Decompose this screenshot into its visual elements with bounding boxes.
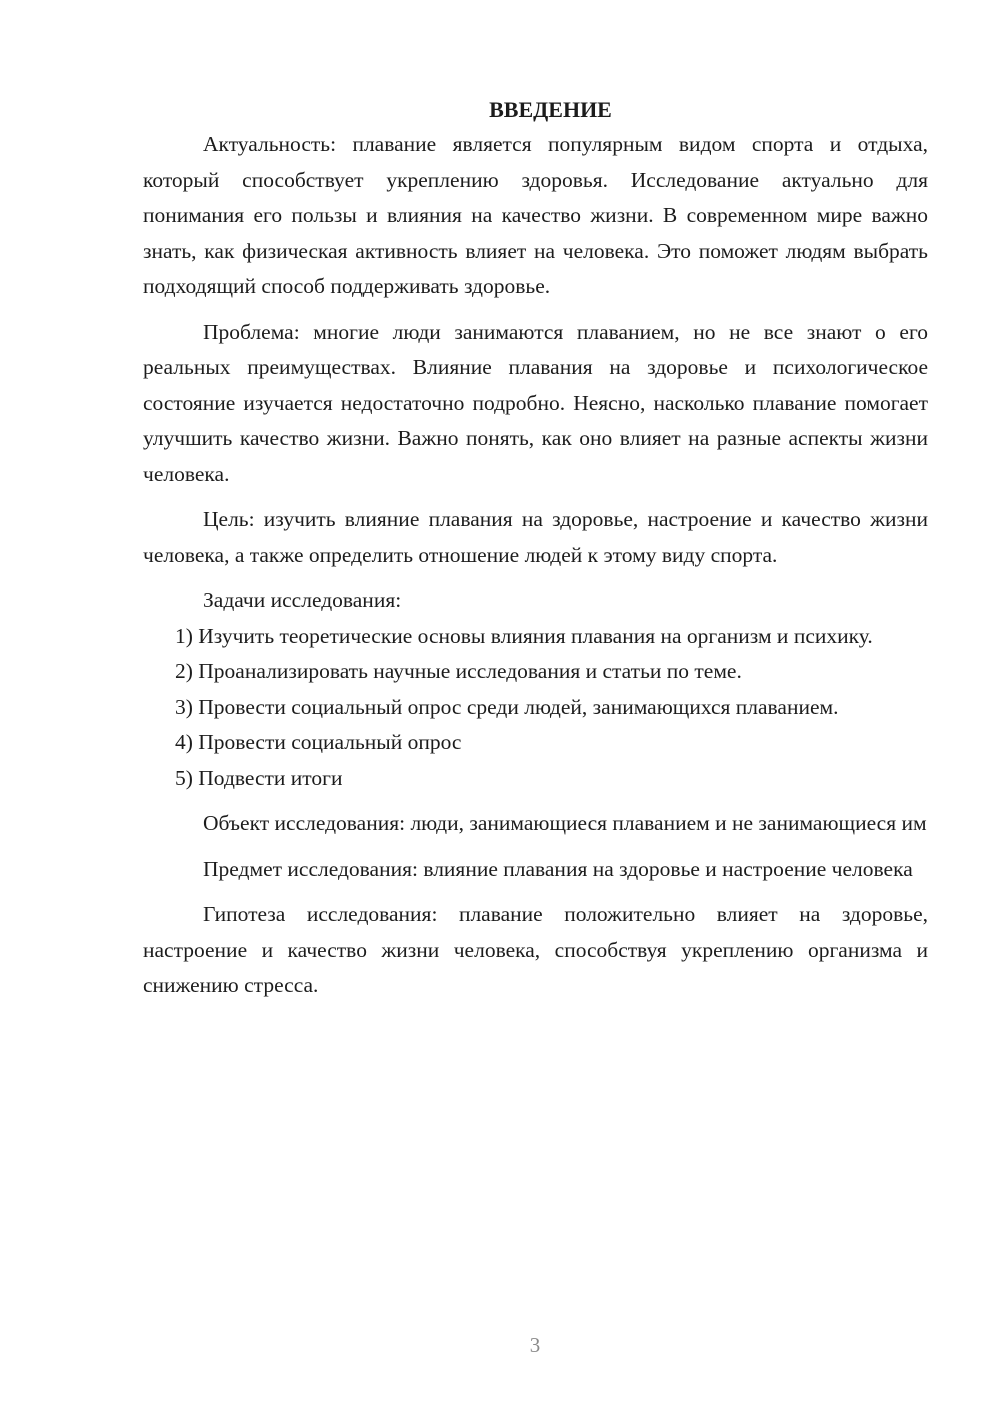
object-paragraph: Объект исследования: люди, занимающиеся плаванием и не занимающиеся им — [203, 811, 927, 835]
task-item-3: 3) Провести социальный опрос среди людей, занимающихся плаванием. — [175, 694, 839, 719]
document-page — [143, 92, 928, 1004]
goal-paragraph: Цель: изучить влияние плавания на здоровье, настроение и качество жизни человека, а также определить отношение людей к этому виду спорта. — [143, 507, 928, 567]
tasks-heading: Задачи исследования: — [203, 588, 402, 612]
subject-paragraph: Предмет исследования: влияние плавания на здоровье и настроение человека — [203, 856, 913, 881]
hypothesis-paragraph: Гипотеза исследования: плавание положительно влияет на здоровье, настроение и качество жизни человека, способствуя укреплению организма и снижению стресса. — [143, 902, 928, 997]
task-item-1: 1) Изучить теоретические основы влияния плавания на организм и психику. — [175, 623, 873, 648]
task-item-5: 5) Подвести итоги — [175, 765, 343, 790]
task-item-4: 4) Провести социальный опрос — [175, 730, 462, 754]
problem-paragraph: Проблема: многие люди занимаются плаванием, но не все знают о его реальных преимуществах. Влияние плавания на здоровье и психологическое состояние изучается недостаточно подробно. Неясно, насколько плавание помогает улучшить качество жизни. Важно понять, как оно влияет на разные аспекты жизни человека. — [143, 319, 928, 486]
task-item-2: 2) Проанализировать научные исследования и статьи по теме. — [175, 659, 742, 683]
relevance-paragraph: Актуальность: плавание является популярным видом спорта и отдыха, который способствует укреплению здоровья. Исследование актуально для понимания его пользы и влияния на качество жизни. В современном мире важно знать, как физическая активность влияет на человека. Это поможет людям выбрать подходящий способ поддерживать здоровье. — [143, 132, 928, 298]
section-title: ВВЕДЕНИЕ — [489, 97, 612, 122]
page-number: 3 — [529, 1333, 541, 1357]
